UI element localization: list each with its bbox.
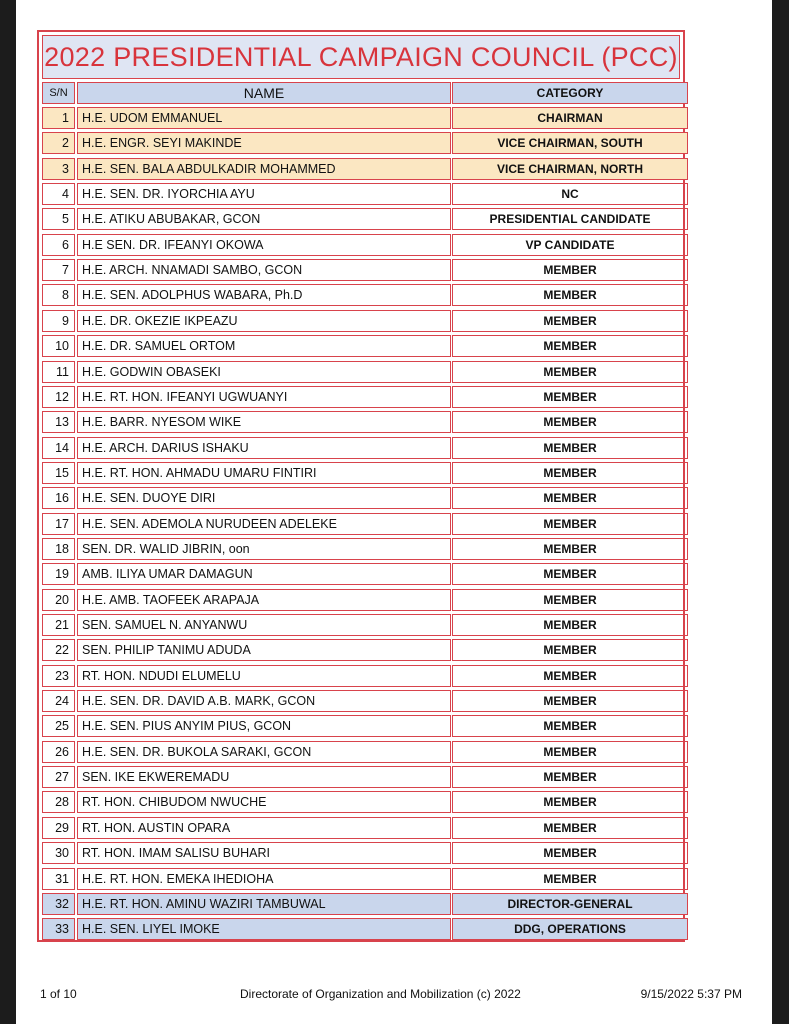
row-sn: 22 <box>42 639 75 661</box>
row-name: SEN. IKE EKWEREMADU <box>77 766 451 788</box>
row-category: MEMBER <box>452 868 688 890</box>
row-category: MEMBER <box>452 411 688 433</box>
row-category: VICE CHAIRMAN, SOUTH <box>452 132 688 154</box>
row-category: VP CANDIDATE <box>452 234 688 256</box>
row-category: MEMBER <box>452 284 688 306</box>
footer-timestamp: 9/15/2022 5:37 PM <box>640 987 742 1001</box>
row-sn: 23 <box>42 665 75 687</box>
row-sn: 32 <box>42 893 75 915</box>
row-sn: 4 <box>42 183 75 205</box>
row-name: H.E. ARCH. NNAMADI SAMBO, GCON <box>77 259 451 281</box>
row-sn: 5 <box>42 208 75 230</box>
table-row <box>42 335 680 357</box>
row-sn: 17 <box>42 513 75 535</box>
row-name: H.E. SEN. DR. DAVID A.B. MARK, GCON <box>77 690 451 712</box>
row-category: MEMBER <box>452 842 688 864</box>
row-category: MEMBER <box>452 665 688 687</box>
row-category: MEMBER <box>452 386 688 408</box>
table-row <box>42 563 680 585</box>
row-name: H.E. RT. HON. EMEKA IHEDIOHA <box>77 868 451 890</box>
row-sn: 13 <box>42 411 75 433</box>
table-row <box>42 462 680 484</box>
row-category: MEMBER <box>452 563 688 585</box>
table-row <box>42 639 680 661</box>
table-row <box>42 386 680 408</box>
table-row <box>42 513 680 535</box>
row-category: DIRECTOR-GENERAL <box>452 893 688 915</box>
table-row <box>42 411 680 433</box>
row-sn: 11 <box>42 361 75 383</box>
table-row <box>42 665 680 687</box>
row-name: H.E SEN. DR. IFEANYI OKOWA <box>77 234 451 256</box>
row-category: MEMBER <box>452 639 688 661</box>
footer-page-number: 1 of 10 <box>40 987 77 1001</box>
table-row <box>42 817 680 839</box>
row-sn: 25 <box>42 715 75 737</box>
row-name: SEN. PHILIP TANIMU ADUDA <box>77 639 451 661</box>
table-row <box>42 361 680 383</box>
row-name: RT. HON. AUSTIN OPARA <box>77 817 451 839</box>
row-sn: 8 <box>42 284 75 306</box>
row-category: MEMBER <box>452 310 688 332</box>
row-sn: 6 <box>42 234 75 256</box>
row-sn: 12 <box>42 386 75 408</box>
table-row <box>42 690 680 712</box>
document-page <box>16 0 772 1024</box>
row-name: H.E. SEN. LIYEL IMOKE <box>77 918 451 940</box>
row-category: MEMBER <box>452 791 688 813</box>
table-row <box>42 791 680 813</box>
row-sn: 9 <box>42 310 75 332</box>
table-row <box>42 842 680 864</box>
row-category: CHAIRMAN <box>452 107 688 129</box>
row-sn: 19 <box>42 563 75 585</box>
row-sn: 1 <box>42 107 75 129</box>
row-name: AMB. ILIYA UMAR DAMAGUN <box>77 563 451 585</box>
table-row <box>42 868 680 890</box>
header-category: CATEGORY <box>452 82 688 104</box>
row-name: H.E. SEN. PIUS ANYIM PIUS, GCON <box>77 715 451 737</box>
row-name: H.E. BARR. NYESOM WIKE <box>77 411 451 433</box>
footer-copyright: Directorate of Organization and Mobilization (c) 2022 <box>240 987 521 1001</box>
table-row <box>42 437 680 459</box>
row-sn: 2 <box>42 132 75 154</box>
row-category: MEMBER <box>452 335 688 357</box>
row-sn: 29 <box>42 817 75 839</box>
row-name: H.E. UDOM EMMANUEL <box>77 107 451 129</box>
table-row <box>42 234 680 256</box>
row-name: SEN. DR. WALID JIBRIN, oon <box>77 538 451 560</box>
row-sn: 28 <box>42 791 75 813</box>
table-row <box>42 893 680 915</box>
row-category: DDG, OPERATIONS <box>452 918 688 940</box>
row-category: NC <box>452 183 688 205</box>
row-category: MEMBER <box>452 741 688 763</box>
row-category: MEMBER <box>452 487 688 509</box>
row-sn: 20 <box>42 589 75 611</box>
table-row <box>42 918 680 940</box>
table-title: 2022 PRESIDENTIAL CAMPAIGN COUNCIL (PCC) <box>42 35 680 79</box>
table-row <box>42 741 680 763</box>
row-sn: 7 <box>42 259 75 281</box>
row-category: PRESIDENTIAL CANDIDATE <box>452 208 688 230</box>
row-sn: 15 <box>42 462 75 484</box>
row-name: H.E. SEN. DR. BUKOLA SARAKI, GCON <box>77 741 451 763</box>
table-row <box>42 132 680 154</box>
table-row <box>42 487 680 509</box>
row-name: H.E. SEN. BALA ABDULKADIR MOHAMMED <box>77 158 451 180</box>
header-sn: S/N <box>42 82 75 104</box>
row-name: RT. HON. IMAM SALISU BUHARI <box>77 842 451 864</box>
row-name: H.E. GODWIN OBASEKI <box>77 361 451 383</box>
row-sn: 10 <box>42 335 75 357</box>
row-category: MEMBER <box>452 462 688 484</box>
row-category: MEMBER <box>452 513 688 535</box>
row-sn: 26 <box>42 741 75 763</box>
table-row <box>42 284 680 306</box>
table-header-row <box>42 82 680 104</box>
row-sn: 16 <box>42 487 75 509</box>
row-category: MEMBER <box>452 715 688 737</box>
row-name: H.E. ATIKU ABUBAKAR, GCON <box>77 208 451 230</box>
row-name: H.E. AMB. TAOFEEK ARAPAJA <box>77 589 451 611</box>
table-row <box>42 538 680 560</box>
row-name: H.E. ENGR. SEYI MAKINDE <box>77 132 451 154</box>
row-name: H.E. SEN. DUOYE DIRI <box>77 487 451 509</box>
row-category: MEMBER <box>452 259 688 281</box>
row-category: MEMBER <box>452 538 688 560</box>
row-category: MEMBER <box>452 766 688 788</box>
row-category: MEMBER <box>452 589 688 611</box>
row-name: H.E. RT. HON. AHMADU UMARU FINTIRI <box>77 462 451 484</box>
row-name: H.E. SEN. DR. IYORCHIA AYU <box>77 183 451 205</box>
page-footer <box>16 987 772 1005</box>
table-row <box>42 259 680 281</box>
row-category: MEMBER <box>452 361 688 383</box>
row-name: H.E. RT. HON. IFEANYI UGWUANYI <box>77 386 451 408</box>
row-sn: 18 <box>42 538 75 560</box>
row-name: H.E. DR. OKEZIE IKPEAZU <box>77 310 451 332</box>
table-row <box>42 158 680 180</box>
row-sn: 33 <box>42 918 75 940</box>
row-name: H.E. SEN. ADOLPHUS WABARA, Ph.D <box>77 284 451 306</box>
row-name: H.E. ARCH. DARIUS ISHAKU <box>77 437 451 459</box>
table-row <box>42 614 680 636</box>
row-name: H.E. DR. SAMUEL ORTOM <box>77 335 451 357</box>
table-row <box>42 310 680 332</box>
row-name: H.E. RT. HON. AMINU WAZIRI TAMBUWAL <box>77 893 451 915</box>
row-name: RT. HON. NDUDI ELUMELU <box>77 665 451 687</box>
row-category: MEMBER <box>452 817 688 839</box>
row-category: VICE CHAIRMAN, NORTH <box>452 158 688 180</box>
row-sn: 21 <box>42 614 75 636</box>
table-row <box>42 208 680 230</box>
row-category: MEMBER <box>452 437 688 459</box>
table-row <box>42 715 680 737</box>
table-row <box>42 183 680 205</box>
row-name: H.E. SEN. ADEMOLA NURUDEEN ADELEKE <box>77 513 451 535</box>
row-sn: 27 <box>42 766 75 788</box>
header-name: NAME <box>77 82 451 104</box>
row-name: SEN. SAMUEL N. ANYANWU <box>77 614 451 636</box>
row-name: RT. HON. CHIBUDOM NWUCHE <box>77 791 451 813</box>
row-sn: 30 <box>42 842 75 864</box>
row-category: MEMBER <box>452 614 688 636</box>
table-row <box>42 766 680 788</box>
pcc-table <box>37 30 685 942</box>
row-category: MEMBER <box>452 690 688 712</box>
row-sn: 31 <box>42 868 75 890</box>
table-row <box>42 107 680 129</box>
row-sn: 24 <box>42 690 75 712</box>
row-sn: 3 <box>42 158 75 180</box>
row-sn: 14 <box>42 437 75 459</box>
table-row <box>42 589 680 611</box>
